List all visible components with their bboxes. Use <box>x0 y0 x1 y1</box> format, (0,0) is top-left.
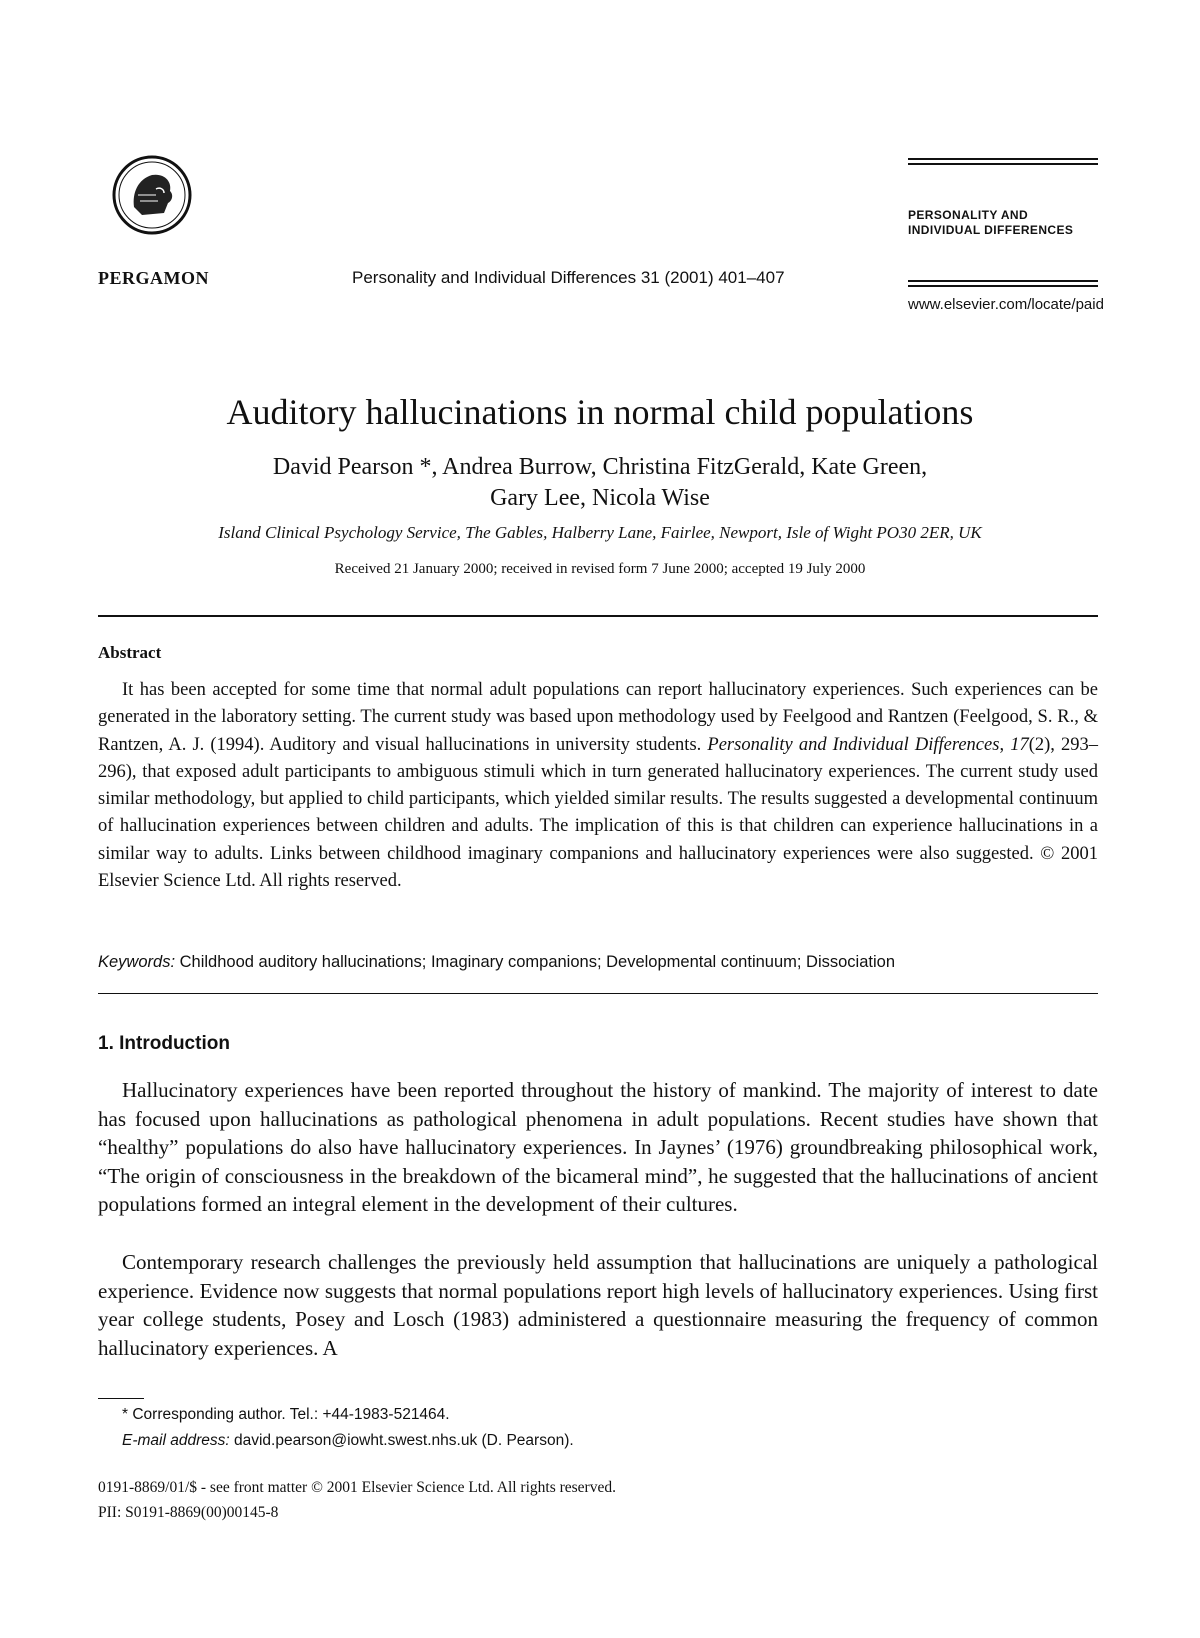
abstract-volume: 17 <box>1010 734 1029 755</box>
intro-paragraph-2: Contemporary research challenges the previously held assumption that hallucinations are uniquely a pathological experience. Evidence now suggests that normal populations report high levels of hallucinatory experiences. Using first year college students, Posey and Losch (1983) administered a questionnaire measuring the frequency of common hallucinatory experiences. A <box>98 1250 1098 1360</box>
journal-bottom-rule-2 <box>908 285 1098 287</box>
footnote-rule <box>98 1398 144 1399</box>
abstract-text <box>98 677 1098 895</box>
email-value[interactable]: david.pearson@iowht.swest.nhs.uk (D. Pearson). <box>229 1432 574 1449</box>
corresponding-author-footnote: * Corresponding author. Tel.: +44-1983-521464. <box>122 1406 450 1423</box>
section-heading-introduction: 1. Introduction <box>98 1033 230 1054</box>
article-title: Auditory hallucinations in normal child populations <box>226 392 974 432</box>
issn-line: 0191-8869/01/$ - see front matter © 2001 Elsevier Science Ltd. All rights reserved. <box>98 1479 616 1496</box>
journal-name <box>908 208 1073 238</box>
email-label: E-mail address: <box>122 1432 230 1449</box>
journal-top-rule <box>908 158 1098 160</box>
pergamon-athena-logo-icon <box>112 155 192 235</box>
abstract-comma: , <box>999 734 1011 755</box>
abstract-top-rule <box>98 615 1098 617</box>
author-list <box>0 452 1200 514</box>
authors-line1: David Pearson *, Andrea Burrow, Christina FitzGerald, Kate Green, <box>272 454 928 480</box>
journal-bottom-rule <box>908 280 1098 282</box>
authors-line2: Gary Lee, Nicola Wise <box>490 485 710 511</box>
journal-name-line2: INDIVIDUAL DIFFERENCES <box>908 223 1074 237</box>
journal-url-link[interactable]: www.elsevier.com/locate/paid <box>908 296 1104 313</box>
keywords-list: Childhood auditory hallucinations; Imaginary companions; Developmental continuum; Dissociation <box>175 953 896 971</box>
abstract-journal-title: Personality and Individual Differences <box>707 734 1000 755</box>
abstract-text-part2: (2), 293–296), that exposed adult participants to ambiguous stimuli which in turn generated hallucinatory experiences. The current study used similar methodology, but applied to child participants, which yielded similar results. The results suggested a developmental continuum of hallucination experiences between children and adults. The implication of this is that children can experience hallucinations in a similar way to adults. Links between childhood imaginary companions and hallucinatory experiences were also suggested. © 2001 Elsevier Science Ltd. All rights reserved. <box>98 734 1099 892</box>
email-footnote <box>122 1432 574 1450</box>
keywords-label: Keywords: <box>98 953 176 971</box>
journal-citation: Personality and Individual Differences 31 (2001) 401–407 <box>352 268 785 287</box>
publisher-name: PERGAMON <box>98 268 209 288</box>
abstract-bottom-rule <box>98 993 1098 994</box>
abstract-text-part1: It has been accepted for some time that normal adult populations can report hallucinatory experiences. Such experiences can be generated in the laboratory setting. The current study was based upon methodology used by Feelgood and Rantzen (Feelgood, S. R., & Rantzen, A. J. (1994). Auditory and visual hallucinations in university students. <box>98 680 1098 755</box>
abstract-heading: Abstract <box>98 643 162 662</box>
received-dates: Received 21 January 2000; received in revised form 7 June 2000; accepted 19 July 2000 <box>334 561 866 577</box>
keywords <box>98 953 1098 972</box>
author-affiliation: Island Clinical Psychology Service, The Gables, Halberry Lane, Fairlee, Newport, Isle of Wight PO30 2ER, UK <box>218 523 982 542</box>
intro-paragraph-1: Hallucinatory experiences have been reported throughout the history of mankind. The majority of interest to date has focused upon hallucinations as pathological phenomena in adult populations. Recent studies have shown that “healthy” populations do also have hallucinatory experiences. In Jaynes’ (1976) groundbreaking philosophical work, “The origin of consciousness in the breakdown of the bicameral mind”, he suggested that the hallucinations of ancient populations formed an integral element in the development of their cultures. <box>98 1078 1098 1217</box>
journal-name-line1: PERSONALITY AND <box>908 208 1029 222</box>
journal-top-rule-2 <box>908 163 1098 165</box>
pii-line: PII: S0191-8869(00)00145-8 <box>98 1504 279 1521</box>
